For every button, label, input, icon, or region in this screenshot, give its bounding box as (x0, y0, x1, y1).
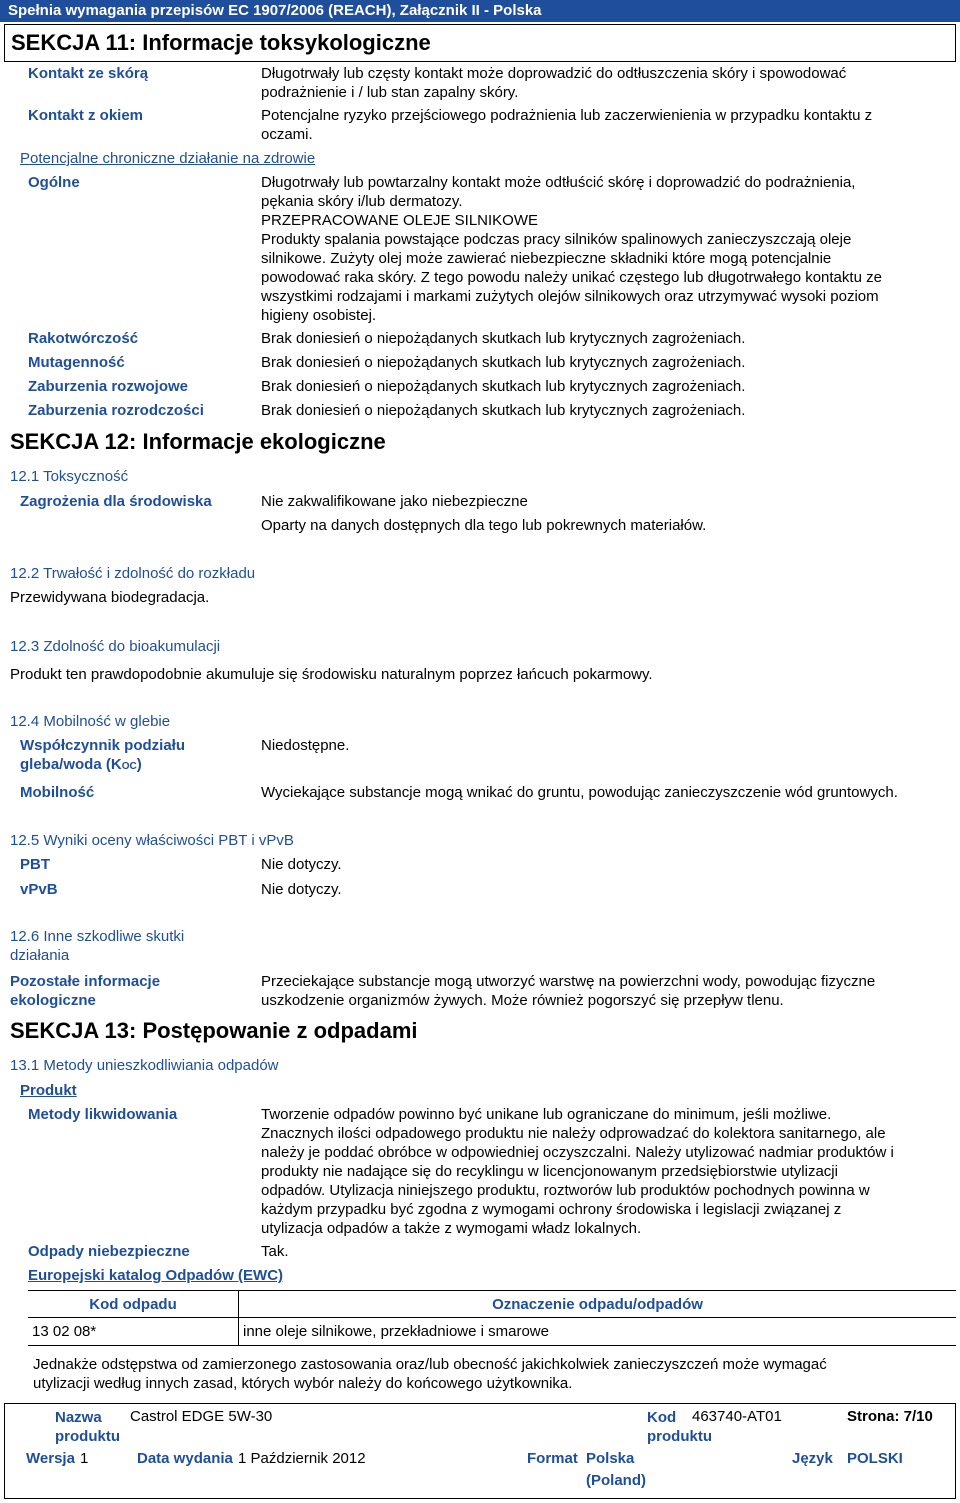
pbt-label: PBT (20, 856, 50, 873)
ewc-code: 13 02 08* (28, 1318, 239, 1346)
footer-date-value: 1 Październik 2012 (238, 1450, 366, 1467)
ewc-col-code: Kod odpadu (28, 1291, 239, 1318)
hazardous-waste-text: Tak. (261, 1243, 289, 1260)
mobility-text: Wyciekające substancje mogą wnikać do gruntu, powodując zanieczyszczenie wód gruntowych. (261, 784, 898, 801)
pbt-heading: 12.5 Wyniki oceny właściwości PBT i vPvB (10, 832, 294, 849)
other-effects-heading: 12.6 Inne szkodliwe skutki działania (10, 928, 185, 964)
footer-code-value: 463740-AT01 (692, 1408, 782, 1425)
mobility-label: Mobilność (20, 784, 95, 801)
footer-code-label: Kod produktu (647, 1409, 712, 1445)
ewc-heading: Europejski katalog Odpadów (EWC) (28, 1267, 284, 1284)
footer-name-value: Castrol EDGE 5W-30 (130, 1408, 273, 1425)
env-hazards-label: Zagrożenia dla środowiska (20, 493, 212, 510)
regulation-banner: Spełnia wymagania przepisów EC 1907/2006 (REACH), Załącznik II - Polska (0, 0, 960, 22)
disposal-methods-heading: 13.1 Metody unieszkodliwiania odpadów (10, 1057, 279, 1074)
footer-version-label: Wersja (26, 1450, 75, 1467)
disposal-text: Tworzenie odpadów powinno być unikane lub ograniczane do minimum, jeśli możliwe. Znacznych ilości odpadowego produktu nie należy odprowadzać do kolektora sanitarnego, ale należy je poddać obróbce w odpowiedniej oczyszczalni. Należy utylizować nadmiar produktów i produkty nie nadające się do recyklingu w licencjonowanym przedsiębiorstwie utylizacji odpadów. Utylizacja niniejszego produktu, roztworów lub produktów pochodnych powinna w każdym przypadku być zgodna z wymogami ochrony środowiska i legislacji związanej z utylizacja odpadów a także z wymogami władz lokalnych. (261, 1106, 894, 1237)
skin-contact-label: Kontakt ze skórą (28, 65, 149, 82)
disposal-note: Jednakże odstępstwa od zamierzonego zastosowania oraz/lub obecność jakichkolwiek zanieczyszczeń może wymagać utylizacji według innych zasad, których wybór należy do końcowego użytkownika. (33, 1356, 827, 1392)
carcinogenicity-text: Brak doniesień o niepożądanych skutkach lub krytycznych zagrożeniach. (261, 330, 746, 347)
hazardous-waste-label: Odpady niebezpieczne (28, 1243, 190, 1260)
ewc-col-desc: Oznaczenie odpadu/odpadów (239, 1291, 957, 1318)
bioaccumulation-heading: 12.3 Zdolność do bioakumulacji (10, 638, 221, 655)
product-heading: Produkt (20, 1082, 77, 1099)
carcinogenicity-label: Rakotwórczość (28, 330, 139, 347)
vpvb-label: vPvB (20, 881, 58, 898)
disposal-label: Metody likwidowania (28, 1106, 178, 1123)
persistence-text: Przewidywana biodegradacja. (10, 589, 210, 606)
persistence-heading: 12.2 Trwałość i zdolność do rozkładu (10, 565, 256, 582)
footer-lang-value: POLSKI (847, 1450, 903, 1467)
eye-contact-label: Kontakt z okiem (28, 107, 144, 124)
reproductive-label: Zaburzenia rozrodczości (28, 402, 204, 419)
chronic-effects-heading: Potencjalne chroniczne działanie na zdrowie (20, 150, 316, 167)
developmental-text: Brak doniesień o niepożądanych skutkach lub krytycznych zagrożeniach. (261, 378, 746, 395)
env-hazards-text: Nie zakwalifikowane jako niebezpieczne (261, 493, 528, 510)
bioaccumulation-text: Produkt ten prawdopodobnie akumuluje się środowisku naturalnym poprzez łańcuch pokarmowy. (10, 666, 653, 683)
ewc-desc: inne oleje silnikowe, przekładniowe i smarowe (239, 1318, 957, 1346)
ewc-header-row (28, 1291, 956, 1318)
pbt-text: Nie dotyczy. (261, 856, 342, 873)
footer-format-label: Format (527, 1450, 578, 1467)
footer-lang-label: Język (792, 1450, 833, 1467)
section-12-title: SEKCJA 12: Informacje ekologiczne (10, 429, 386, 454)
table-row (28, 1318, 956, 1346)
mutagenicity-text: Brak doniesień o niepożądanych skutkach lub krytycznych zagrożeniach. (261, 354, 746, 371)
env-hazards-basis: Oparty na danych dostępnych dla tego lub pokrewnych materiałów. (261, 517, 707, 534)
footer-name-label: Nazwa produktu (55, 1409, 120, 1445)
section-11-title: SEKCJA 11: Informacje toksykologiczne (4, 24, 956, 62)
footer-page: Strona: 7/10 (847, 1408, 933, 1425)
koc-text: Niedostępne. (261, 737, 350, 754)
toxicity-heading: 12.1 Toksyczność (10, 468, 129, 485)
ewc-table (28, 1290, 956, 1346)
vpvb-text: Nie dotyczy. (261, 881, 342, 898)
section-13-title: SEKCJA 13: Postępowanie z odpadami (10, 1018, 418, 1043)
general-label: Ogólne (28, 174, 80, 191)
footer-format-value: Polska (Poland) (586, 1450, 646, 1489)
koc-label: Współczynnik podziału gleba/woda (KOC) (20, 737, 186, 773)
mutagenicity-label: Mutagenność (28, 354, 125, 371)
developmental-label: Zaburzenia rozwojowe (28, 378, 189, 395)
mobility-heading: 12.4 Mobilność w glebie (10, 713, 171, 730)
footer-date-label: Data wydania (137, 1450, 233, 1467)
eye-contact-text: Potencjalne ryzyko przejściowego podrażnienia lub zaczerwienienia w przypadku kontaktu z oczami. (261, 107, 873, 143)
other-info-label: Pozostałe informacje ekologiczne (10, 973, 161, 1009)
general-text: Długotrwały lub powtarzalny kontakt może odtłuścić skórę i doprowadzić do podrażnienia, pękania skóry i/lub dermatozy. PRZEPRACOWANE OLEJE SILNIKOWE Produkty spalania powstające podczas pracy silników spalinowych zanieczyszczają oleje silnikowe. Zużyty olej może zawierać niebezpieczne składniki które mogą potencjalnie powodować raka skóry. Z tego powodu należy unikać częstego lub długotrwałego kontaktu ze wszystkimi rodzajami i markami zużytych olejów silnikowych oraz utrzymywać wysoki poziom higieny osobistej. (261, 174, 882, 324)
skin-contact-text: Długotrwały lub częsty kontakt może doprowadzić do odtłuszczenia skóry i spowodować podrażnienie i / lub stan zapalny skóry. (261, 65, 847, 101)
footer-version-value: 1 (80, 1450, 89, 1467)
reproductive-text: Brak doniesień o niepożądanych skutkach lub krytycznych zagrożeniach. (261, 402, 746, 419)
other-info-text: Przeciekające substancje mogą utworzyć warstwę na powierzchni wody, powodując fizyczne uszkodzenie organizmów żywych. Może również pogorszyć się przepływ tlenu. (261, 973, 876, 1009)
